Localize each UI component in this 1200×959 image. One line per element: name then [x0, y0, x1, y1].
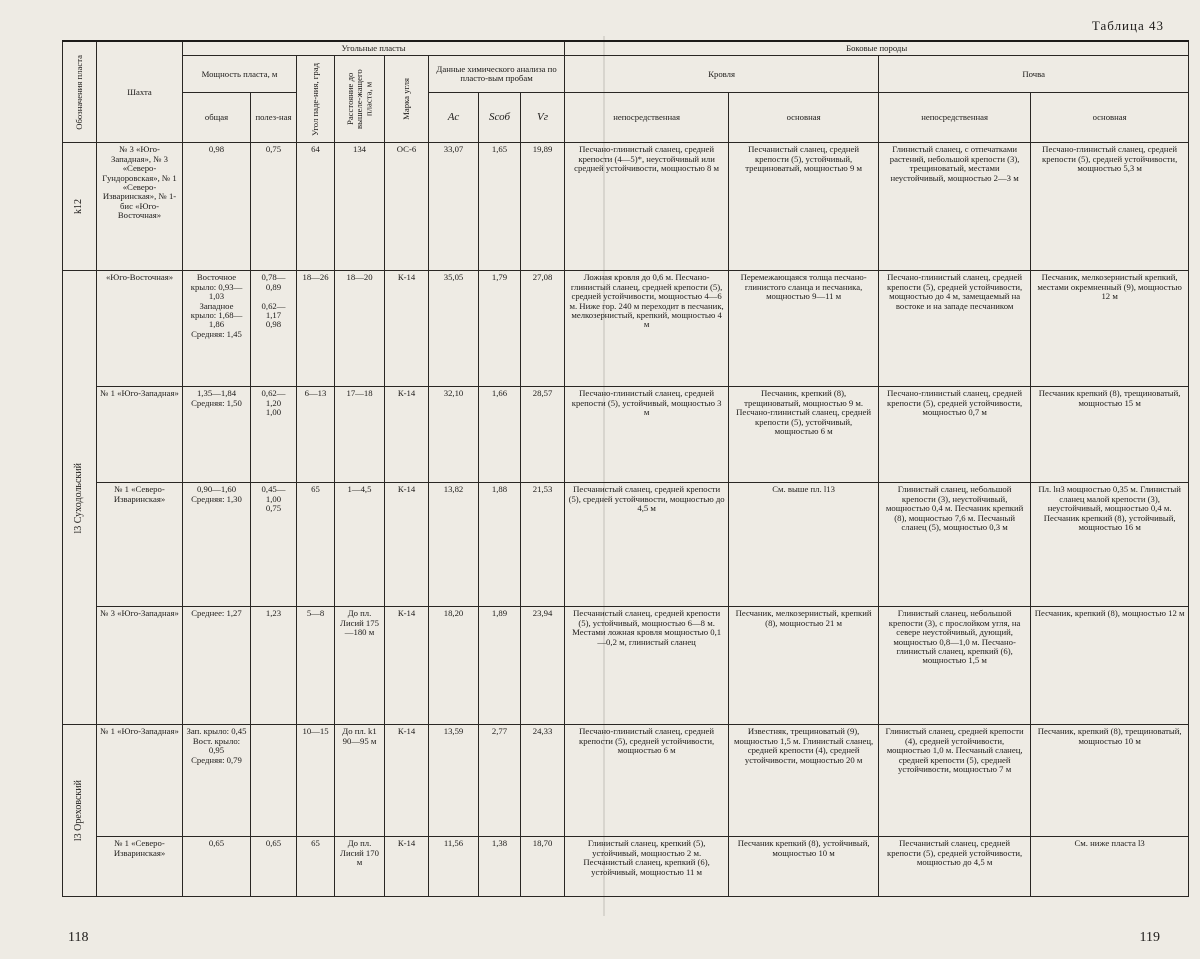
mine-cell: № 1 «Северо-Изваринская»: [97, 837, 183, 897]
table-row: [63, 607, 1189, 725]
distance-cell: До пл. Лисий 170 м: [335, 837, 385, 897]
sc-cell: 1,79: [479, 271, 521, 387]
mine-cell: № 1 «Северо-Изваринская»: [97, 483, 183, 607]
header-thickness: Мощность пласта, м: [183, 56, 297, 93]
coal-grade-cell: К-14: [385, 837, 429, 897]
header-floor-main: основная: [1031, 93, 1189, 143]
header-coal-seams: Угольные пласты: [183, 41, 565, 56]
useful-thickness-cell: 0,75: [251, 143, 297, 271]
roof-main-cell: Песчаник, крепкий (8), трещиноватый, мощностью 9 м. Песчано-глинистый сланец, средней крепости (5), устойчивый, мощностью 6 м: [729, 387, 879, 483]
header-coal-grade: Марка угля: [385, 56, 429, 143]
ac-cell: 32,10: [429, 387, 479, 483]
sc-cell: 1,89: [479, 607, 521, 725]
roof-immediate-cell: Песчано-глинистый сланец, средней крепости (4—5)*, неустойчивый или средней устойчивости, мощностью 8 м: [565, 143, 729, 271]
mine-cell: № 3 «Юго-Западная»: [97, 607, 183, 725]
ac-cell: 13,82: [429, 483, 479, 607]
dip-angle-cell: 10—15: [297, 725, 335, 837]
useful-thickness-cell: 1,23: [251, 607, 297, 725]
vg-cell: 21,53: [521, 483, 565, 607]
roof-immediate-cell: Песчано-глинистый сланец, средней крепости (5), средней устойчивости, мощностью 6 м: [565, 725, 729, 837]
floor-immediate-cell: Глинистый сланец, средней крепости (4), средней устойчивости, мощностью 1,0 м. Песчаный сланец, средней крепости (5), средней устойчивости, мощностью 7 м: [879, 725, 1031, 837]
dip-angle-cell: 65: [297, 837, 335, 897]
table-row: [63, 143, 1189, 271]
distance-cell: 18—20: [335, 271, 385, 387]
floor-main-cell: Песчаник, мелкозернистый крепкий, местами окремненный (9), мощностью 12 м: [1031, 271, 1189, 387]
coal-grade-cell: ОС-6: [385, 143, 429, 271]
seam-group-label: l3 Ореховский: [63, 725, 97, 897]
dip-angle-cell: 5—8: [297, 607, 335, 725]
floor-main-cell: Песчано-глинистый сланец, средней крепости (5), средней устойчивости, мощностью 5,3 м: [1031, 143, 1189, 271]
distance-cell: До пл. k1 90—95 м: [335, 725, 385, 837]
header-distance: Расстояние до вышеле-жащего пласта, м: [335, 56, 385, 143]
total-thickness-cell: 0,98: [183, 143, 251, 271]
roof-immediate-cell: Песчанистый сланец, средней крепости (5), средней устойчивости, мощностью до 4,5 м: [565, 483, 729, 607]
total-thickness-cell: 0,65: [183, 837, 251, 897]
distance-cell: 17—18: [335, 387, 385, 483]
mine-cell: № 1 «Юго-Западная»: [97, 725, 183, 837]
seam-group-label: l3 Суходольский: [63, 271, 97, 725]
header-vg: Vг: [521, 93, 565, 143]
floor-main-cell: Песчаник крепкий (8), трещиноватый, мощностью 15 м: [1031, 387, 1189, 483]
total-thickness-cell: 0,90—1,60 Средняя: 1,30: [183, 483, 251, 607]
vg-cell: 19,89: [521, 143, 565, 271]
useful-thickness-cell: 0,45—1,00 0,75: [251, 483, 297, 607]
floor-main-cell: См. ниже пласта l3: [1031, 837, 1189, 897]
roof-immediate-cell: Песчано-глинистый сланец, средней крепости (5), устойчивый, мощностью 3 м: [565, 387, 729, 483]
floor-main-cell: Пл. lн3 мощностью 0,35 м. Глинистый сланец малой крепости (3), неустойчивый, мощностью 0,4 м. Песчаник крепкий (8), устойчивый, мощностью 16 м: [1031, 483, 1189, 607]
sc-cell: 2,77: [479, 725, 521, 837]
coal-grade-cell: К-14: [385, 725, 429, 837]
header-side-rocks: Боковые породы: [565, 41, 1189, 56]
header-floor-immediate: непосредственная: [879, 93, 1031, 143]
dip-angle-cell: 65: [297, 483, 335, 607]
roof-main-cell: См. выше пл. l13: [729, 483, 879, 607]
useful-thickness-cell: 0,78—0,89 0,62—1,17 0,98: [251, 271, 297, 387]
coal-grade-cell: К-14: [385, 483, 429, 607]
vg-cell: 28,57: [521, 387, 565, 483]
header-ac: Ac: [429, 93, 479, 143]
total-thickness-cell: Среднее: 1,27: [183, 607, 251, 725]
coal-seams-table: [62, 40, 1189, 897]
floor-main-cell: Песчаник, крепкий (8), трещиноватый, мощностью 10 м: [1031, 725, 1189, 837]
useful-thickness-cell: 0,65: [251, 837, 297, 897]
roof-immediate-cell: Ложная кровля до 0,6 м. Песчано-глинистый сланец, средней крепости (5), средней устойчивости, мощностью 4—6 м. Ниже гор. 240 м переходит в песчаник, мелкозернистый, крепкий, мощностью 4 м: [565, 271, 729, 387]
ac-cell: 35,05: [429, 271, 479, 387]
table-row: [63, 483, 1189, 607]
header-floor: Почва: [879, 56, 1189, 93]
roof-immediate-cell: Песчанистый сланец, средней крепости (5), устойчивый, мощностью 6—8 м. Местами ложная кровля мощностью 0,1—0,2 м, глинистый сланец: [565, 607, 729, 725]
roof-main-cell: Песчаник крепкий (8), устойчивый, мощностью 10 м: [729, 837, 879, 897]
useful-thickness-cell: [251, 725, 297, 837]
roof-main-cell: Песчанистый сланец, средней крепости (5), устойчивый, трещиноватый, мощностью 9 м: [729, 143, 879, 271]
mine-cell: «Юго-Восточная»: [97, 271, 183, 387]
useful-thickness-cell: 0,62—1,20 1,00: [251, 387, 297, 483]
table-caption: Таблица 43: [1091, 18, 1164, 33]
header-mine: Шахта: [97, 41, 183, 143]
header-roof-immediate: непосредственная: [565, 93, 729, 143]
total-thickness-cell: 1,35—1,84 Средняя: 1,50: [183, 387, 251, 483]
ac-cell: 33,07: [429, 143, 479, 271]
sc-cell: 1,66: [479, 387, 521, 483]
page-number-left: 118: [68, 930, 89, 945]
header-sc: Sсоб: [479, 93, 521, 143]
floor-immediate-cell: Глинистый сланец, небольшой крепости (3), неустойчивый, мощностью 0,4 м. Песчаник крепкий (8), мощностью 7,6 м. Песчаный сланец (5), мощностью 0,3 м: [879, 483, 1031, 607]
roof-main-cell: Перемежающаяся толща песчано-глинистого сланца и песчаника, мощностью 9—11 м: [729, 271, 879, 387]
header-roof: Кровля: [565, 56, 879, 93]
roof-immediate-cell: Глинистый сланец, крепкий (5), устойчивый, мощностью 2 м. Песчанистый сланец, крепкий (6), устойчивый, мощностью 11 м: [565, 837, 729, 897]
coal-grade-cell: К-14: [385, 607, 429, 725]
page-number-right: 119: [1139, 930, 1160, 945]
table-row: [63, 837, 1189, 897]
distance-cell: До пл. Лисий 175—180 м: [335, 607, 385, 725]
vg-cell: 24,33: [521, 725, 565, 837]
floor-immediate-cell: Песчано-глинистый сланец, средней крепости (5), средней устойчивости, мощностью 0,7 м: [879, 387, 1031, 483]
dip-angle-cell: 18—26: [297, 271, 335, 387]
ac-cell: 13,59: [429, 725, 479, 837]
floor-immediate-cell: Песчанистый сланец, средней крепости (5), средней устойчивости, мощностью до 4,5 м: [879, 837, 1031, 897]
distance-cell: 1—4,5: [335, 483, 385, 607]
header-chem-analysis: Данные химического анализа по пласто-вым пробам: [429, 56, 565, 93]
ac-cell: 11,56: [429, 837, 479, 897]
vg-cell: 18,70: [521, 837, 565, 897]
dip-angle-cell: 6—13: [297, 387, 335, 483]
floor-immediate-cell: Песчано-глинистый сланец, средней крепости (5), средней устойчивости, мощностью до 4 м, замещаемый на востоке и на западе песчаником: [879, 271, 1031, 387]
roof-main-cell: Песчаник, мелкозернистый, крепкий (8), мощностью 21 м: [729, 607, 879, 725]
table-row: [63, 725, 1189, 837]
sc-cell: 1,65: [479, 143, 521, 271]
header-roof-main: основная: [729, 93, 879, 143]
header-useful: полез-ная: [251, 93, 297, 143]
coal-grade-cell: К-14: [385, 387, 429, 483]
roof-main-cell: Известняк, трещиноватый (9), мощностью 1,5 м. Глинистый сланец, средней крепости (4), средней устойчивости, мощностью 20 м: [729, 725, 879, 837]
sc-cell: 1,88: [479, 483, 521, 607]
vg-cell: 27,08: [521, 271, 565, 387]
coal-grade-cell: К-14: [385, 271, 429, 387]
mine-cell: № 3 «Юго-Западная», № 3 «Северо-Гундоровская», № 1 «Северо-Изваринская», № 1-бис «Юго-Восточная»: [97, 143, 183, 271]
distance-cell: 134: [335, 143, 385, 271]
floor-main-cell: Песчаник, крепкий (8), мощностью 12 м: [1031, 607, 1189, 725]
floor-immediate-cell: Глинистый сланец, небольшой крепости (3), с прослойком угля, на севере неустойчивый, дующий, мощностью 0,8—1,0 м. Песчано-глинистый сланец, крепкий (6), мощностью 1,5 м: [879, 607, 1031, 725]
total-thickness-cell: Зап. крыло: 0,45 Вост. крыло: 0,95 Средняя: 0,79: [183, 725, 251, 837]
sc-cell: 1,38: [479, 837, 521, 897]
table-row: [63, 271, 1189, 387]
table-row: [63, 387, 1189, 483]
total-thickness-cell: Восточное крыло: 0,93—1,03 Западное крыло: 1,68—1,86 Средняя: 1,45: [183, 271, 251, 387]
header-dip-angle: Угол паде-ния, град: [297, 56, 335, 143]
ac-cell: 18,20: [429, 607, 479, 725]
dip-angle-cell: 64: [297, 143, 335, 271]
vg-cell: 23,94: [521, 607, 565, 725]
seam-group-label: k12: [63, 143, 97, 271]
header-total: общая: [183, 93, 251, 143]
floor-immediate-cell: Глинистый сланец, с отпечатками растений, небольшой крепости (3), трещиноватый, местами неустойчивый, мощностью 2—3 м: [879, 143, 1031, 271]
header-seam-designation: Обозначения пласта: [63, 41, 97, 143]
mine-cell: № 1 «Юго-Западная»: [97, 387, 183, 483]
